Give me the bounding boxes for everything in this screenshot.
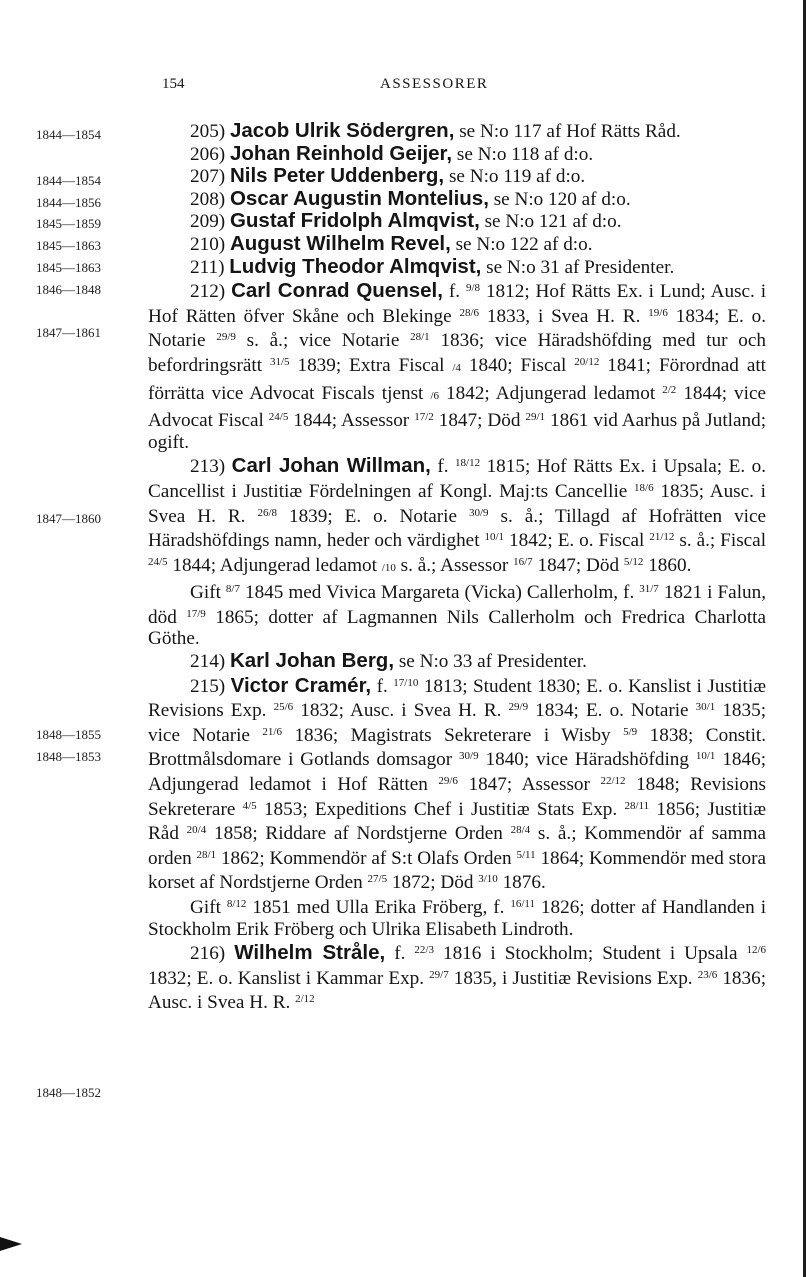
entry-text: 1864; Kommendör med stora korset af Nordstjerne Orden [148,847,766,894]
entry-text: 1833, i Svea H. R. [486,305,641,327]
entry-number: 216) [190,943,226,965]
date-fraction: 10/1 [695,750,716,763]
entry-text: 1856; Justitiæ Råd [148,798,767,845]
entry-text: 1836; Ausc. i Svea H. R. [148,967,767,1014]
date-fraction: 16/11 [510,898,535,910]
entry-text: se N:o 118 af d:o. [456,143,594,165]
entry-text: 1840; Fiscal [468,354,567,376]
margin-year: 1844—1856 [36,195,101,210]
margin-year: 1845—1859 [36,216,101,231]
entry-text: 1839; Extra Fiscal [297,354,445,376]
entry-number: 212) [190,281,226,303]
entry-text: s. å.; Kommendör af samma orden [148,823,767,869]
entry-text: 1841; Förordnad att förrätta vice Advocat Fiscals tjenst [148,354,766,404]
entry-name: Carl Johan Willman, [231,454,431,478]
entry-text: 1844; vice Advocat Fiscal [148,382,767,432]
margin-year: 1844—1854 [36,173,101,188]
entry-name: Oscar Augustin Montelius, [229,186,489,210]
entry-text: se N:o 121 af d:o. [484,211,622,233]
margin-year: 1847—1861 [36,325,101,340]
date-fraction: 3/10 [478,873,498,886]
entry-name: August Wilhelm Revel, [229,231,451,255]
date-fraction: 4/5 [242,799,257,812]
entry-number: 214) [190,651,226,673]
margin-year: 1846—1848 [36,282,101,297]
entry-216 [148,940,766,1014]
entry-213 [148,453,766,579]
date-fraction: 17/9 [186,607,206,620]
date-fraction: 19/6 [648,306,668,319]
margin-year: 1848—1852 [36,1085,101,1100]
entry-text: 1862; Kommendör af S:t Olafs Orden [220,847,512,869]
entry-number: 215) [190,675,226,697]
date-fraction: 21/6 [262,725,282,738]
date-fraction: 2/12 [295,993,315,1006]
entry-text: 1832; E. o. Kanslist i Kammar Exp. [148,967,425,989]
entry-number: 210) [190,233,226,255]
entry-text: 1835, i Justitiæ Revisions Exp. [453,967,693,989]
entry-text: 1876. [502,872,546,894]
entry-205 [148,120,766,143]
date-fraction: 20/12 [574,355,600,368]
date-fraction: 2/2 [662,383,677,396]
entry-text: 1834; E. o. Notarie [535,700,689,722]
date-fraction: 22/12 [600,775,626,788]
entry-text: f. [437,456,449,478]
date-fraction: 5/12 [623,555,644,568]
entry-text: 1861 vid Aarhus på Jutland; ogift. [148,410,767,453]
date-fraction: 29/9 [508,701,529,714]
date-fraction: 18/6 [634,481,654,494]
entry-number: 205) [190,121,226,142]
marriage-note-213 [148,579,766,650]
entry-text: 1847; Död [438,410,521,432]
entry-number: 209) [190,211,226,233]
text-column [148,120,766,1014]
entry-text: 1858; Riddare af Nordstjerne Orden [213,823,503,845]
entry-212 [148,278,766,453]
date-fraction: 5/9 [623,725,638,738]
entry-number: 211) [190,256,225,278]
entry-text: 1842; Adjungerad ledamot [446,382,656,404]
date-fraction: 31/7 [639,583,659,596]
date-fraction: 10/1 [484,531,505,544]
date-fraction: 29/1 [525,411,546,424]
margin-year: 1848—1855 [36,727,101,742]
entry-text: se N:o 117 af Hof Rätts Råd. [459,121,681,142]
entry-number: 206) [190,143,226,165]
margin-year: 1848—1853 [36,749,101,764]
entry-text: 1839; E. o. Notarie [288,505,458,527]
date-fraction: 28/1 [410,331,430,344]
entry-text: 1821 i Falun, död [148,582,767,628]
entry-211 [148,256,766,279]
date-fraction: 29/6 [438,775,458,788]
entry-text: 1860. [648,554,692,576]
entry-text: 1842; E. o. Fiscal [509,530,645,552]
entry-name: Jacob Ulrik Södergren, [229,119,455,142]
entry-number: 208) [190,188,226,210]
date-fraction: 24/5 [148,555,168,568]
entry-number: 207) [190,166,226,188]
date-fraction: 17/10 [393,676,419,689]
entry-text: f. [394,943,406,965]
margin-year: 1844—1854 [36,127,101,142]
entry-name: Carl Conrad Quensel, [231,279,443,303]
entry-text: s. å.; Assessor [400,554,509,576]
entry-207 [148,165,766,188]
entry-208 [148,188,766,211]
entry-text: 1851 med Ulla Erika Fröberg, f. [252,897,505,918]
entry-text: 1853; Expeditions Chef i Justitiæ Stats Exp. [263,798,618,820]
entry-text: s. å.; Fiscal [679,530,767,552]
entry-text: se N:o 122 af d:o. [455,233,593,255]
entry-text: 1838; Constit. Brottmålsdomare i Gotlands domsagor [148,724,767,771]
entry-text: 1836; vice Häradshöfding med tur och befordringsrätt [148,330,767,376]
date-fraction: /6 [430,389,439,402]
entry-text: Gift [190,582,221,604]
entry-text: 1847; Assessor [468,774,590,796]
date-fraction: 23/6 [697,968,718,981]
marriage-note-215 [148,894,766,940]
entry-number: 213) [190,456,226,478]
entry-text: 1834; E. o. Notarie [148,305,767,352]
entry-text: 1865; dotter af Lagmannen Nils Callerholm och Fredrica Charlotta Göthe. [148,606,766,650]
entry-text: 1813; Student 1830; E. o. Kanslist i Justitiæ Revisions Exp. [148,675,767,722]
date-fraction: /10 [381,561,396,574]
entry-text: f. [448,281,461,303]
entry-text: 1826; dotter af Handlanden i Stockholm Erik Fröberg och Ulrika Elisabeth Lindroth. [148,897,767,940]
date-fraction: 30/9 [469,506,489,519]
entry-215 [148,673,766,894]
date-fraction: 16/7 [513,555,533,568]
date-fraction: 8/12 [226,898,247,910]
entry-name: Nils Peter Uddenberg, [229,164,445,188]
entry-text: 1844; Assessor [293,410,410,432]
date-fraction: 28/1 [196,848,217,861]
date-fraction: 17/2 [414,411,434,424]
entry-text: 1848; Revisions Sekreterare [148,774,767,820]
page-header [0,76,808,98]
date-fraction: 28/4 [510,824,531,837]
date-fraction: 18/12 [455,457,481,470]
date-fraction: 30/1 [695,701,716,714]
entry-text: 1846; Adjungerad ledamot i Hof Rätten [148,749,767,796]
entry-name: Ludvig Theodor Almqvist, [229,254,482,278]
entry-name: Wilhelm Stråle, [234,941,386,965]
date-fraction: 9/8 [465,282,481,295]
entry-text: 1872; Död [391,872,474,894]
entry-text: 1845 med Vivica Margareta (Vicka) Callerholm, f. [244,582,635,604]
date-fraction: 24/5 [268,411,289,424]
date-fraction: 22/3 [414,944,434,957]
entry-text: 1840; vice Häradshöfding [485,749,689,771]
date-fraction: 31/5 [269,355,290,368]
entry-text: se N:o 119 af d:o. [448,166,586,188]
entry-214 [148,650,766,673]
entry-text: 1816 i Stockholm; Student i Upsala [442,943,738,965]
margin-year: 1847—1860 [36,511,101,526]
entry-206 [148,143,766,166]
date-fraction: 21/12 [649,531,675,544]
date-fraction: 28/11 [624,799,650,812]
entry-text: s. å.; vice Notarie [246,330,400,352]
date-fraction: 28/6 [459,306,480,319]
entry-name: Victor Cramér, [230,673,372,697]
date-fraction: 8/7 [225,583,240,596]
page-number: 154 [162,76,185,92]
entry-text: se N:o 120 af d:o. [493,188,631,210]
entry-text: 1815; Hof Rätts Ex. i Upsala; E. o. Cancellist i Justitiæ Fördelningen af Kongl. Maj:ts Cancellie [148,456,767,502]
entry-text: Gift [190,897,221,918]
entry-text: s. å.; Tillagd af Hofrätten vice Häradshöfdings namn, heder och värdighet [148,505,767,552]
date-fraction: 12/6 [746,944,767,957]
entry-text: 1844; Adjungerad ledamot [172,554,377,576]
date-fraction: 27/5 [367,873,388,886]
entry-text: se N:o 33 af Presidenter. [398,651,587,673]
date-fraction: 30/9 [459,750,479,763]
date-fraction: 26/8 [257,506,278,519]
entry-209 [148,210,766,233]
entry-name: Gustaf Fridolph Almqvist, [229,209,480,233]
date-fraction: 29/7 [429,968,449,981]
entry-text: se N:o 31 af Presidenter. [486,256,675,278]
entry-text: 1835; Ausc. i Svea H. R. [148,480,767,527]
date-fraction: 25/6 [273,701,294,714]
entry-name: Johan Reinhold Geijer, [229,141,453,165]
entry-text: f. [376,675,388,697]
date-fraction: 20/4 [186,824,207,837]
entry-text: 1836; Magistrats Sekreterare i Wisby [294,724,611,746]
entry-210 [148,233,766,256]
date-fraction: 5/11 [516,848,536,861]
page-edge-line [803,0,806,1277]
entry-text: 1835; vice Notarie [148,700,767,746]
margin-year: 1845—1863 [36,238,101,253]
date-fraction: 29/9 [216,331,236,344]
corner-marker-icon [0,1237,22,1251]
entry-name: Karl Johan Berg, [229,649,395,673]
running-title: ASSESSORER [380,76,489,92]
entry-text: 1832; Ausc. i Svea H. R. [300,700,502,722]
entry-text: 1847; Död [537,554,620,576]
entry-text: 1812; Hof Rätts Ex. i Lund; Ausc. i Hof Rätten öfver Skåne och Blekinge [148,281,767,327]
margin-year: 1845—1863 [36,260,101,275]
date-fraction: /4 [452,361,461,374]
